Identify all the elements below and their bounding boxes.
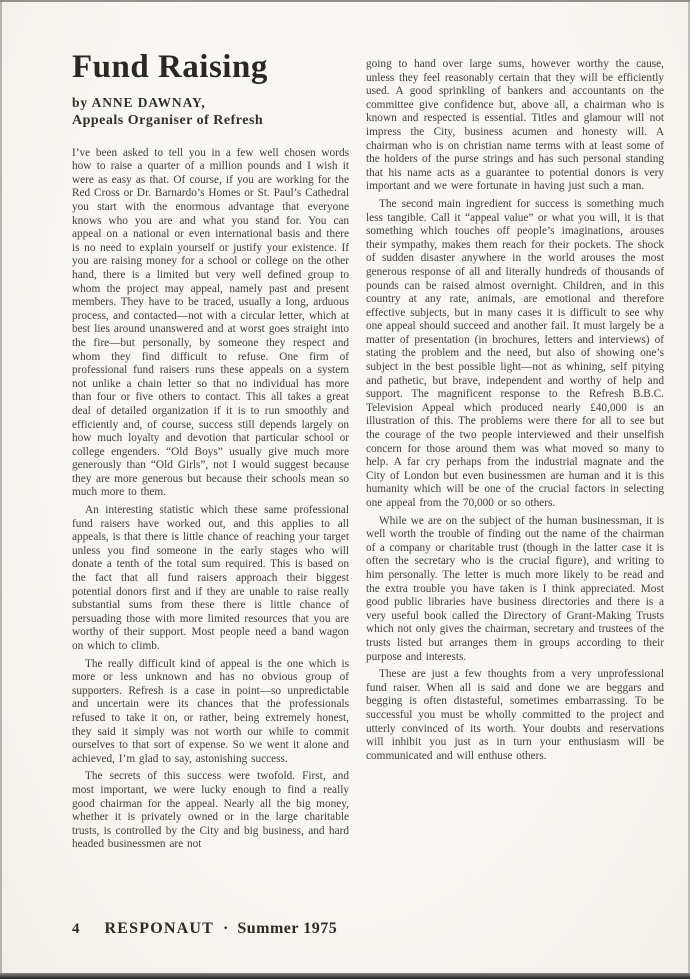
article-body: [72, 50, 664, 856]
footer-separator: ·: [222, 920, 229, 937]
article-paragraph: going to hand over large sums, however worthy the cause, unless they feel reasonably certain that they will be efficiently used. A good sprinkling of bankers and accountants on the committee give confidence but, above all, a chairman who is known and respected is essential. Titles and glamour will not impress the City, business acumen and honesty will. A chairman who is on christian name terms with at least some of the holders of the purse strings and has such personal standing that his name acts as a guarantee to potential donors is very important and we were fortunate in having just such a man.: [366, 58, 664, 193]
article-title: Fund Raising: [72, 49, 268, 85]
article-header: [72, 50, 349, 129]
page-footer: [72, 920, 337, 938]
byline-role: Appeals Organiser of Refresh: [72, 112, 264, 128]
scan-edge-left: [0, 0, 2, 979]
article-paragraph: The second main ingredient for success is something much less tangible. Call it “appeal value” or what you will, it is that something which touches off people’s imaginations, arouses their sympathy, makes them reach for their pockets. The shock of sudden disaster anywhere in the world arouses the most generous response of all and literally hundreds of thousands of pounds can be raised almost overnight. Children, and in this country at any rate, animals, are emotional and therefore effective subjects, but in many cases it is difficult to see why one appeal should succeed and another fail. It must largely be a matter of presentation (in brochures, letters and interviews) of stating the problem and the need, but also of showing one’s subject in the best possible light—not as whining, self pitying and pathetic, but brave, independent and worthy of help and support. The magnificent response to the Refresh B.B.C. Television Appeal which produced nearly £40,000 is an illustration of this. The problems were there for all to see but the courage of the two people interviewed and their unselfish concern for those around them was what moved so many to help. A far cry perhaps from the industrial magnate and the City of London but even businessmen are human and it is this humanity which will be one of the crucial factors in selecting one appeal from the 70,000 or so others.: [366, 197, 664, 509]
scan-edge-top: [0, 0, 690, 2]
article-paragraph: These are just a few thoughts from a very unprofessional fund raiser. When all is said and done we are beggars and begging is often distasteful, sometimes embarrassing. To be successful you must be wholly committed to the project and utterly convinced of its worth. Your doubts and reservations will inhibit you just as in turn your enthusiasm will be communicated and will enthuse others.: [366, 668, 664, 762]
issue-label: Summer 1975: [237, 920, 338, 937]
article-paragraph: The secrets of this success were twofold. First, and most important, we were lucky enough to find a really good chairman for the appeal. Nearly all the big money, whether it is privately owned or in the large charitable trusts, is controlled by the City and big business, and hard headed businessmen are not: [72, 770, 349, 851]
article-paragraph: The really difficult kind of appeal is the one which is more or less unknown and has no obvious group of supporters. Refresh is a case in point—so unpredictable and uncertain were its chances that the professionals refused to take it on, or rather, being extremely honest, they said it simply was not worth our while to commit ourselves to that sort of expense. So we went it alone and achieved, I’m glad to say, astonishing success.: [72, 657, 349, 765]
right-column: [366, 50, 664, 856]
byline: by ANNE DAWNAY,: [72, 94, 206, 110]
article-paragraph: While we are on the subject of the human businessman, it is well worth the trouble of finding out the name of the chairman of a company or charitable trust (though in the latter case it is often the secretary who is the crucial figure), and writing to him personally. The letter is much more likely to be read and the extra trouble you have taken is I think appreciated. Most good public libraries have business directories and there is a very useful book called the Directory of Grant-Making Trusts which not only gives the chairman, secretary and trustees of the trusts listed but arranges them in groups according to their purpose and interests.: [366, 514, 664, 663]
journal-name: RESPONAUT: [104, 920, 214, 937]
left-column: [72, 50, 349, 856]
page-number: 4: [72, 921, 80, 937]
scan-edge-bottom: [0, 973, 690, 979]
article-paragraph: An interesting statistic which these same professional fund raisers have worked out, and this applies to all appeals, is that there is little chance of reaching your target unless you find someone in the early stages who will donate a tenth of the total sum required. This is based on the fact that all fund raisers approach their biggest potential donors first and if they are unable to raise really substantial sums from these there is little chance of persuading those with more limited resources that you are worthy of their support. Most people need a band wagon on which to climb.: [72, 504, 349, 653]
article-paragraph: I’ve been asked to tell you in a few well chosen words how to raise a quarter of a million pounds and I wish it were as easy as that. Of course, if you are working for the Red Cross or Dr. Barnardo’s Homes or St. Paul’s Cathedral you start with the enormous advantage that everyone knows who you are and what you stand for. You can appeal on a national or even international basis and there is no need to explain yourself or justify your existence. If you are raising money for a school or college on the other hand, there is a limited but very well defined group to whom the project may appeal, namely past and present members. They have to be traced, usually a long, arduous process, and contacted—not with a circular letter, which at best lies around unanswered and at worst goes straight into the fire—but personally, by someone they respect and whom they find difficult to refuse. One firm of professional fund raisers runs these appeals on a system not unlike a chain letter so that no individual has more than four or five others to contact. This all takes a great deal of detailed organization if it is to run smoothly and efficiently and, of course, success still depends largely on how much loyalty and devotion that particular school or college engenders. “Old Boys” usually give much more generously than “Old Girls”, not I would suggest because they are more generous but because their schools mean so much more to them.: [72, 146, 349, 499]
